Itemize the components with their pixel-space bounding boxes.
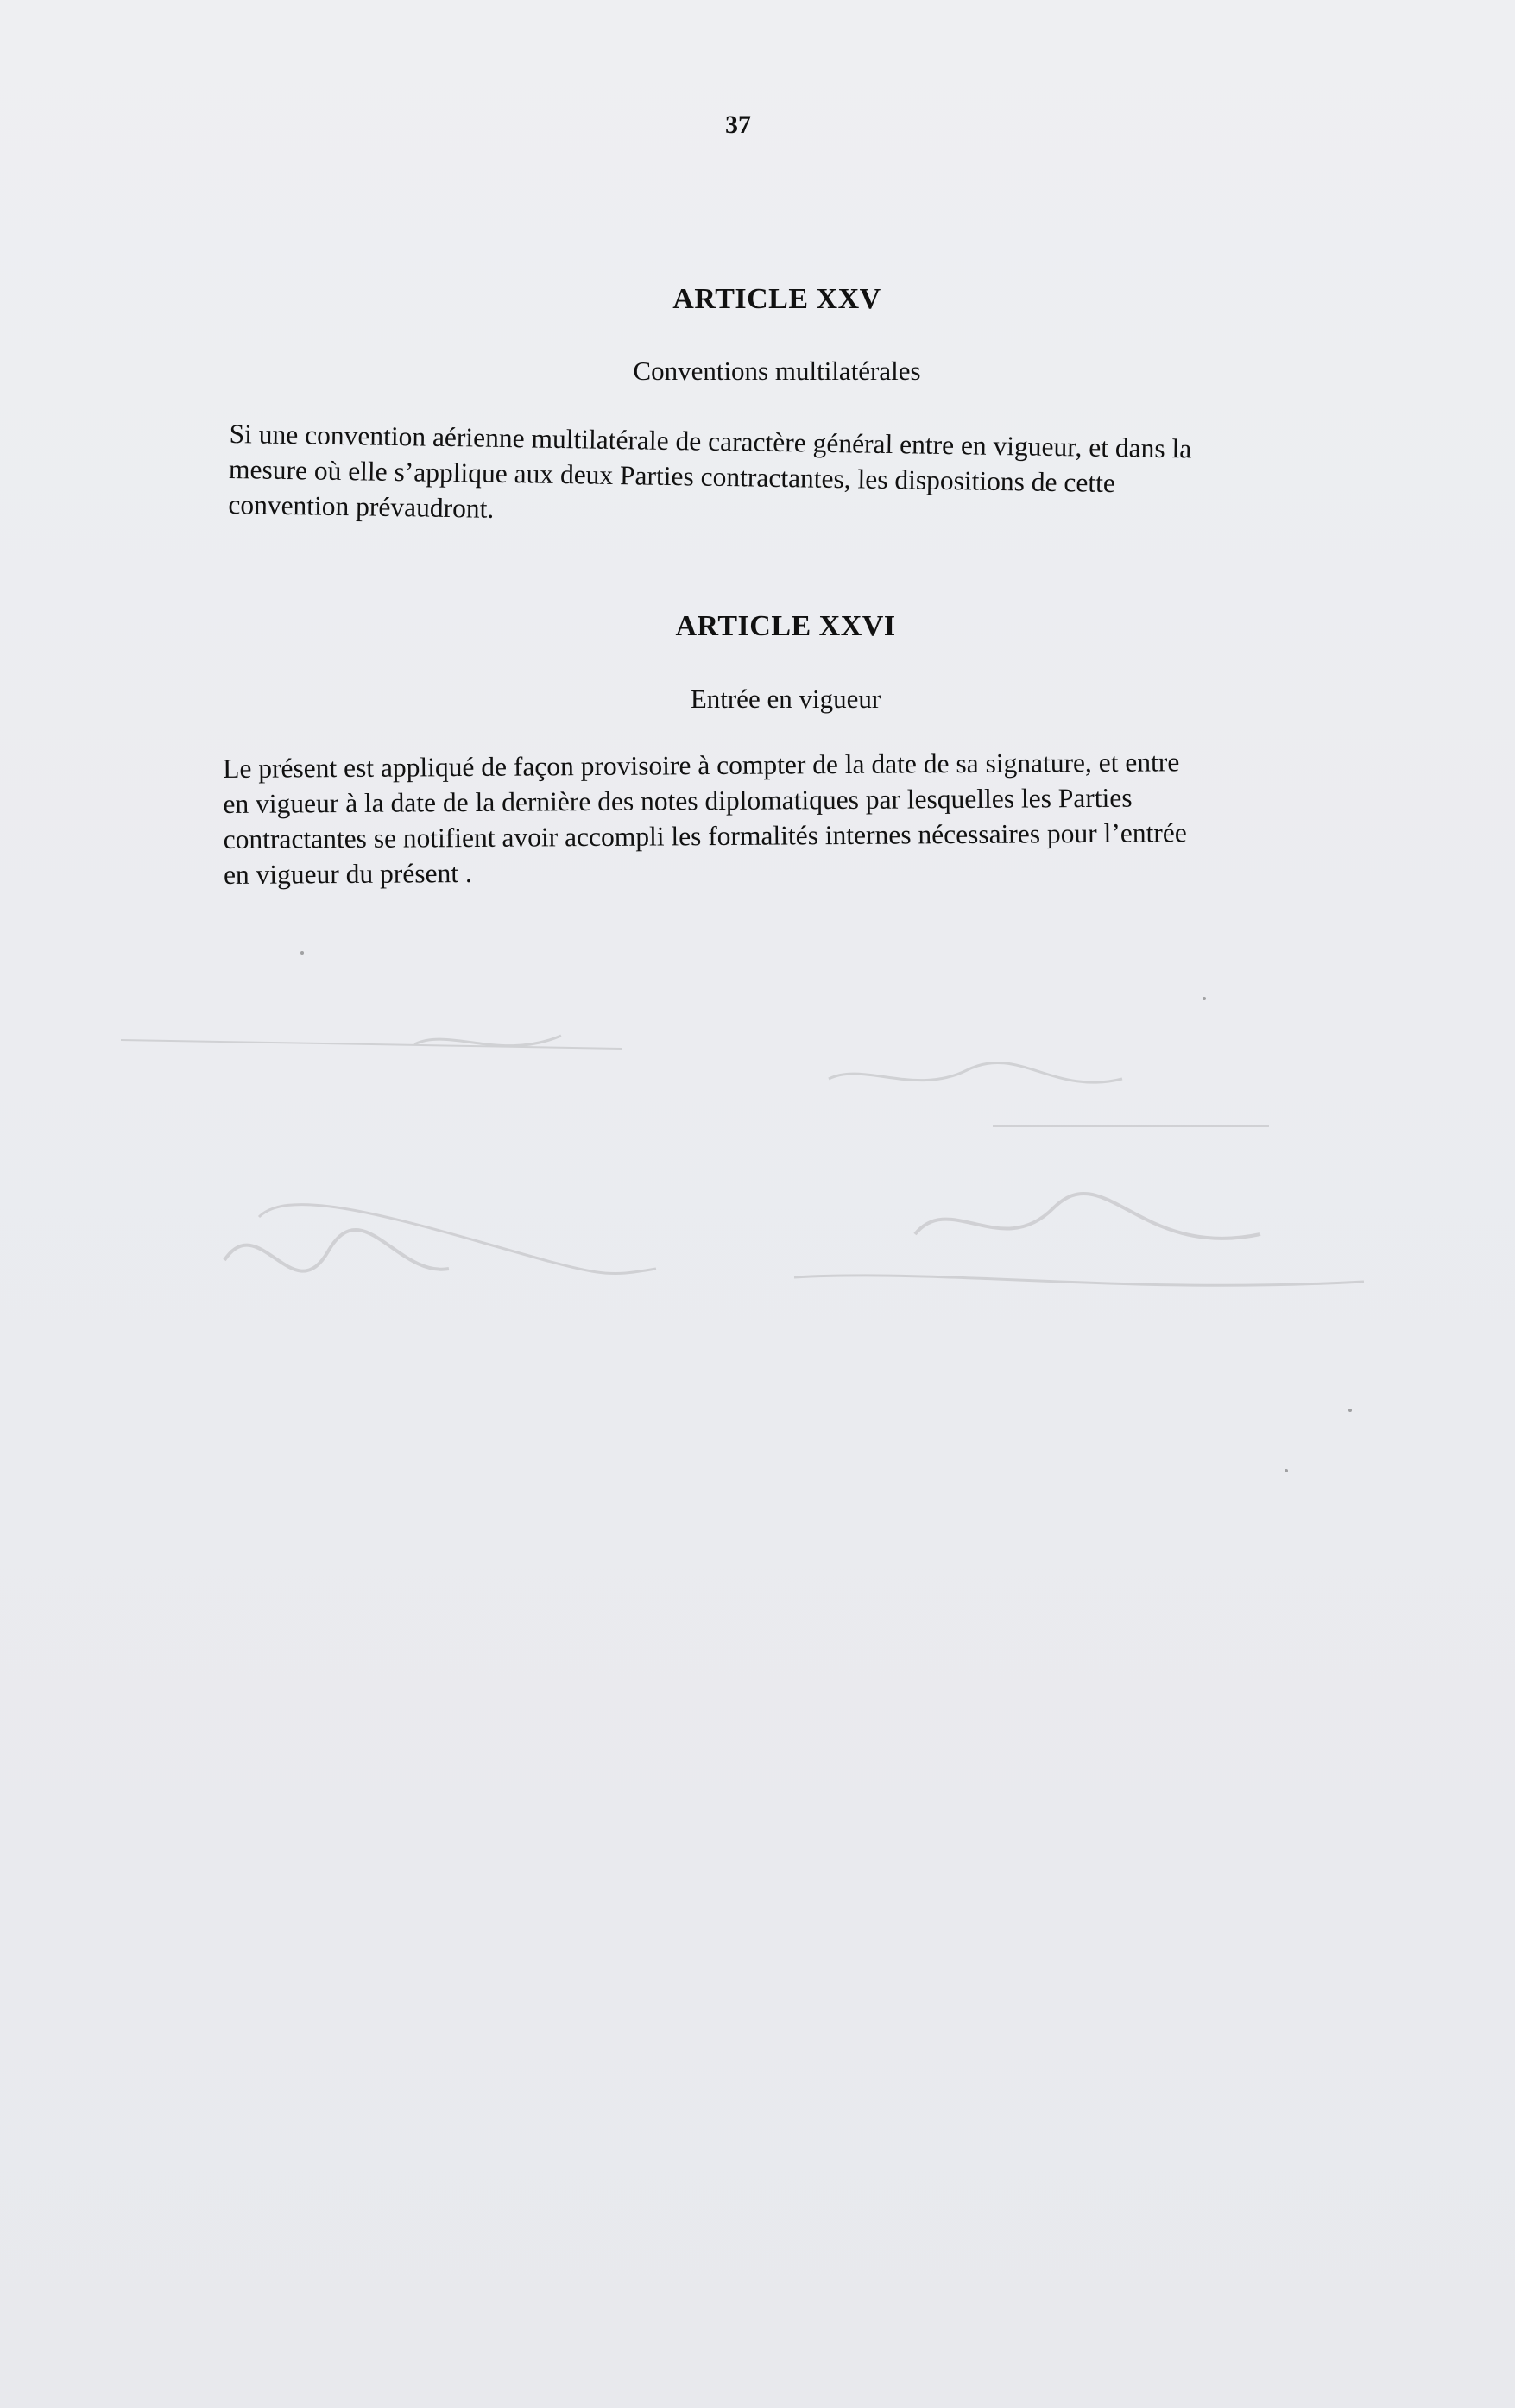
- article-heading: ARTICLE XXVI: [675, 610, 896, 642]
- paper-speck: [1348, 1409, 1352, 1412]
- article-paragraph: [228, 416, 1191, 537]
- paper-speck: [1285, 1469, 1288, 1472]
- article-subheading: Entrée en vigueur: [690, 684, 881, 714]
- paragraph-line: mesure où elle s’applique aux deux Parties contractantes, les dispositions de cette: [228, 453, 1116, 499]
- paper-speck: [1203, 997, 1206, 1000]
- article-subheading: Conventions multilatérales: [633, 356, 921, 386]
- paragraph-line: en vigueur à la date de la dernière des notes diplomatiques par lesquelles les Parties: [223, 782, 1133, 819]
- paper-speck: [300, 951, 304, 955]
- article-heading: ARTICLE XXV: [672, 283, 881, 315]
- paragraph-line: en vigueur du présent .: [223, 857, 472, 890]
- paragraph-line: convention prévaudront.: [228, 489, 495, 524]
- paragraph-line: Le présent est appliqué de façon provisoire à compter de la date de sa signature, et entre: [223, 747, 1180, 784]
- article-paragraph: [223, 744, 1187, 892]
- paragraph-line: contractantes se notifient avoir accompli les formalités internes nécessaires pour l’entrée: [223, 817, 1187, 854]
- paragraph-line: Si une convention aérienne multilatérale de caractère général entre en vigueur, et dans la: [229, 418, 1192, 464]
- page-number: 37: [725, 110, 751, 139]
